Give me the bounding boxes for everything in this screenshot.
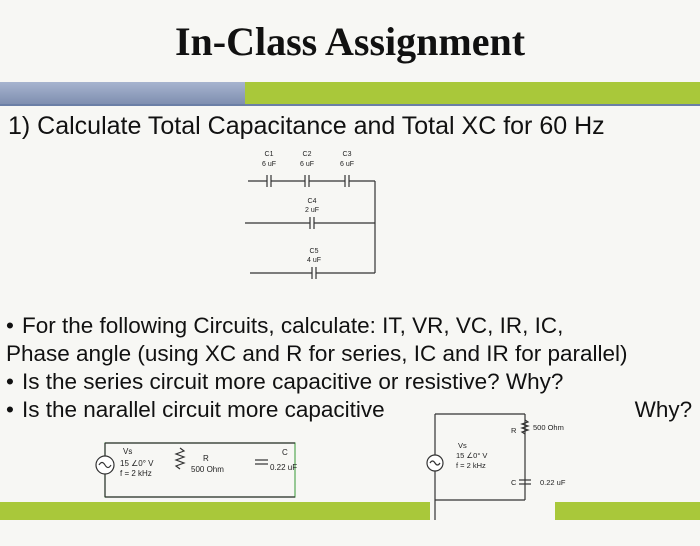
parallel-source-freq: f = 2 kHz [456,461,486,470]
bullet-item [6,396,696,424]
c5-name: C5 [309,248,319,255]
series-source-freq: f = 2 kHz [120,469,152,478]
series-source-voltage: 15 ∠0° V [120,459,154,468]
question-1: 1) Calculate Total Capacitance and Total XC for 60 Hz [8,112,605,140]
c1-value: 6 uF [261,161,277,168]
bullet-text: For the following Circuits, calculate: IT, VR, VC, IR, IC, [22,313,564,338]
parallel-source-voltage: 15 ∠0° V [456,451,488,460]
parallel-c-value: 0.22 uF [540,478,566,487]
parallel-r-label: R [511,426,517,435]
footer-band-right [555,502,700,520]
series-r-value: 500 Ohm [191,465,224,474]
c3-name: C3 [342,151,352,158]
slide-title: In-Class Assignment [174,19,526,64]
c5-value: 4 uF [306,257,322,264]
bullet-marker: • [6,397,14,422]
bullet-item [6,368,696,396]
c2-name: C2 [302,151,312,158]
parallel-source-symbol: Vs [458,441,467,450]
bullet-marker: • [6,369,14,394]
c2-value: 6 uF [299,161,315,168]
footer-band-left [0,502,430,520]
bullet-text-why: Why? [634,397,693,422]
series-r-label: R [203,454,209,463]
c4-value: 2 uF [304,207,320,214]
c1-name: C1 [264,151,274,158]
parallel-c-label: C [511,478,517,487]
bullet-text: Is the narallel circuit more capacitive [22,397,385,422]
parallel-r-value: 500 Ohm [533,423,564,432]
bullet-text: Phase angle (using XC and R for series, IC and IR for parallel) [6,341,628,366]
series-source-symbol: Vs [123,447,133,456]
bullet-marker: • [6,313,14,338]
series-c-label: C [282,448,288,457]
c4-name: C4 [307,198,317,205]
bullet-text: Is the series circuit more capacitive or resistive? Why? [22,369,564,394]
c3-value: 6 uF [339,161,355,168]
series-c-value: 0.22 uF [270,463,298,472]
bullet-list [6,312,696,424]
bullet-item [6,340,696,368]
bullet-item [6,312,696,340]
